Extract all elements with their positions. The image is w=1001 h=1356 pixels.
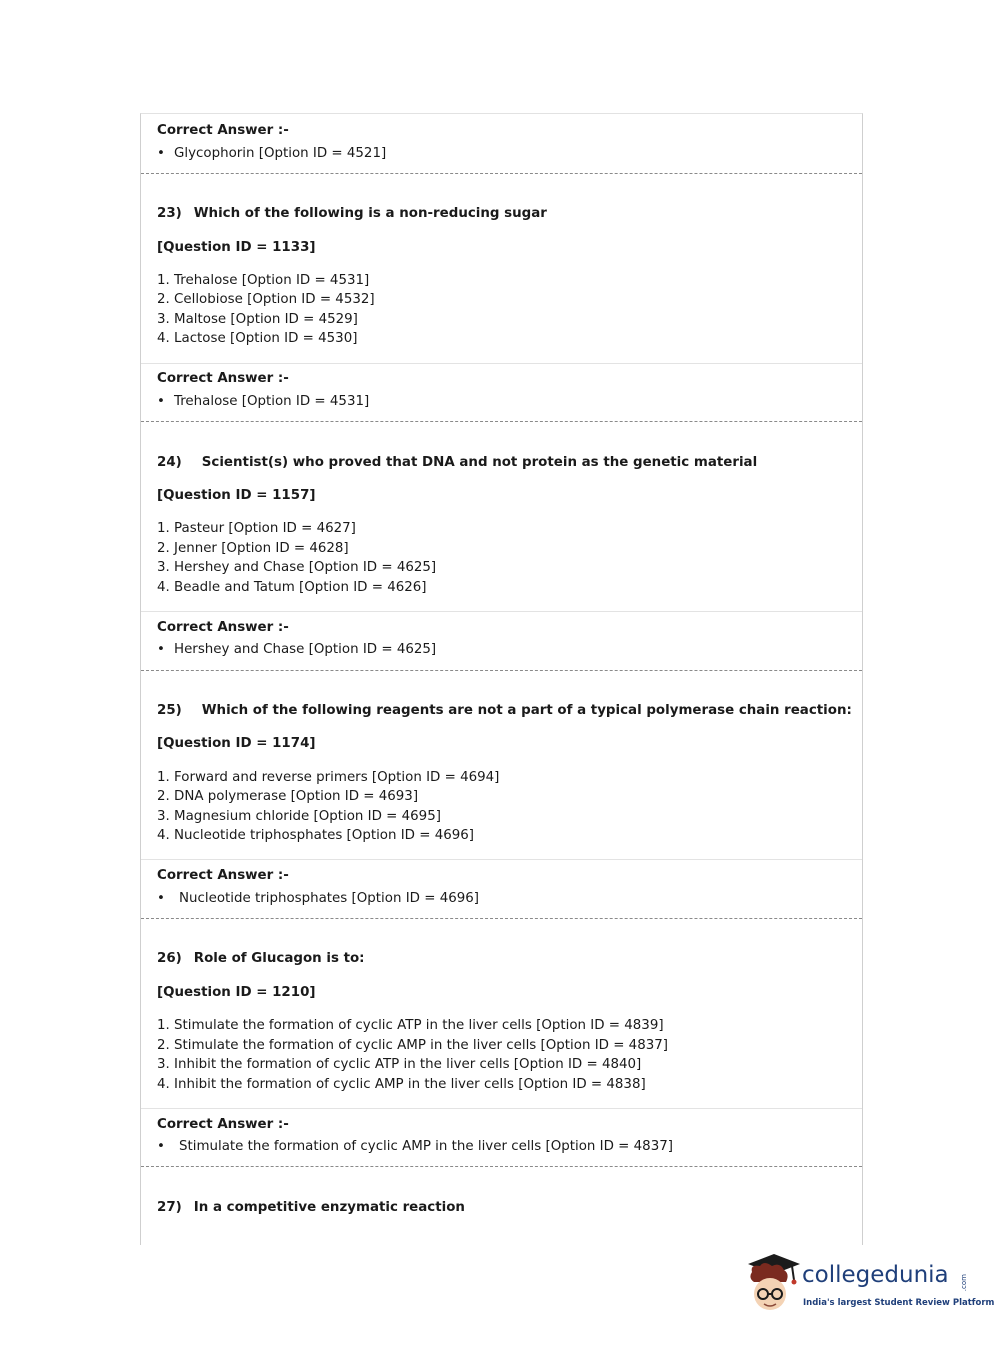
option-item: 4. Beadle and Tatum [Option ID = 4626] [157,580,427,595]
question-id: [Question ID = 1174] [157,736,316,751]
correct-answer-label: Correct Answer :- [157,371,289,386]
option-item: 1. Forward and reverse primers [Option ID = 4694] [157,770,500,785]
divider [141,421,862,422]
correct-answer-label: Correct Answer :- [157,868,289,883]
option-item: 1. Pasteur [Option ID = 4627] [157,521,356,536]
divider [141,918,862,919]
logo-wordmark: collegedunia [802,1262,949,1288]
separator [141,1108,862,1109]
option-item: 4. Inhibit the formation of cyclic AMP in the liver cells [Option ID = 4838] [157,1077,646,1092]
divider [141,1166,862,1167]
separator [141,611,862,612]
separator [141,363,862,364]
question-heading: 25) Which of the following reagents are not a part of a typical polymerase chain reaction: [157,703,852,718]
logo-dotcom: .com [960,1274,968,1292]
correct-answer-item: • Stimulate the formation of cyclic AMP in the liver cells [Option ID = 4837] [157,1139,673,1154]
correct-answer-label: Correct Answer :- [157,1117,289,1132]
correct-answer-item: • Hershey and Chase [Option ID = 4625] [157,642,437,657]
question-id: [Question ID = 1133] [157,240,316,255]
divider [141,670,862,671]
option-item: 3. Inhibit the formation of cyclic ATP in the liver cells [Option ID = 4840] [157,1057,642,1072]
divider [141,173,862,174]
mascot-icon [742,1250,802,1320]
correct-answer-label: Correct Answer :- [157,123,289,138]
option-item: 4. Lactose [Option ID = 4530] [157,331,358,346]
option-item: 3. Magnesium chloride [Option ID = 4695] [157,809,441,824]
question-heading: 26) Role of Glucagon is to: [157,951,365,966]
option-item: 2. Jenner [Option ID = 4628] [157,541,349,556]
correct-answer-label: Correct Answer :- [157,620,289,635]
question-paper-sheet [140,113,863,1245]
question-id: [Question ID = 1210] [157,985,316,1000]
question-id: [Question ID = 1157] [157,488,316,503]
correct-answer-item: • Trehalose [Option ID = 4531] [157,394,370,409]
option-item: 3. Hershey and Chase [Option ID = 4625] [157,560,437,575]
option-item: 1. Trehalose [Option ID = 4531] [157,273,370,288]
question-heading: 24) Scientist(s) who proved that DNA and not protein as the genetic material [157,455,758,470]
separator [141,859,862,860]
question-heading: 23) Which of the following is a non-reducing sugar [157,206,547,221]
option-item: 1. Stimulate the formation of cyclic ATP in the liver cells [Option ID = 4839] [157,1018,664,1033]
correct-answer-item: • Glycophorin [Option ID = 4521] [157,146,387,161]
option-item: 2. DNA polymerase [Option ID = 4693] [157,789,419,804]
option-item: 2. Stimulate the formation of cyclic AMP in the liver cells [Option ID = 4837] [157,1038,668,1053]
option-item: 3. Maltose [Option ID = 4529] [157,312,358,327]
option-item: 2. Cellobiose [Option ID = 4532] [157,292,375,307]
question-heading: 27) In a competitive enzymatic reaction [157,1200,465,1215]
collegedunia-logo[interactable] [742,1250,995,1320]
option-item: 4. Nucleotide triphosphates [Option ID = 4696] [157,828,475,843]
correct-answer-item: • Nucleotide triphosphates [Option ID = 4696] [157,891,479,906]
logo-tagline: India's largest Student Review Platform [803,1298,995,1308]
